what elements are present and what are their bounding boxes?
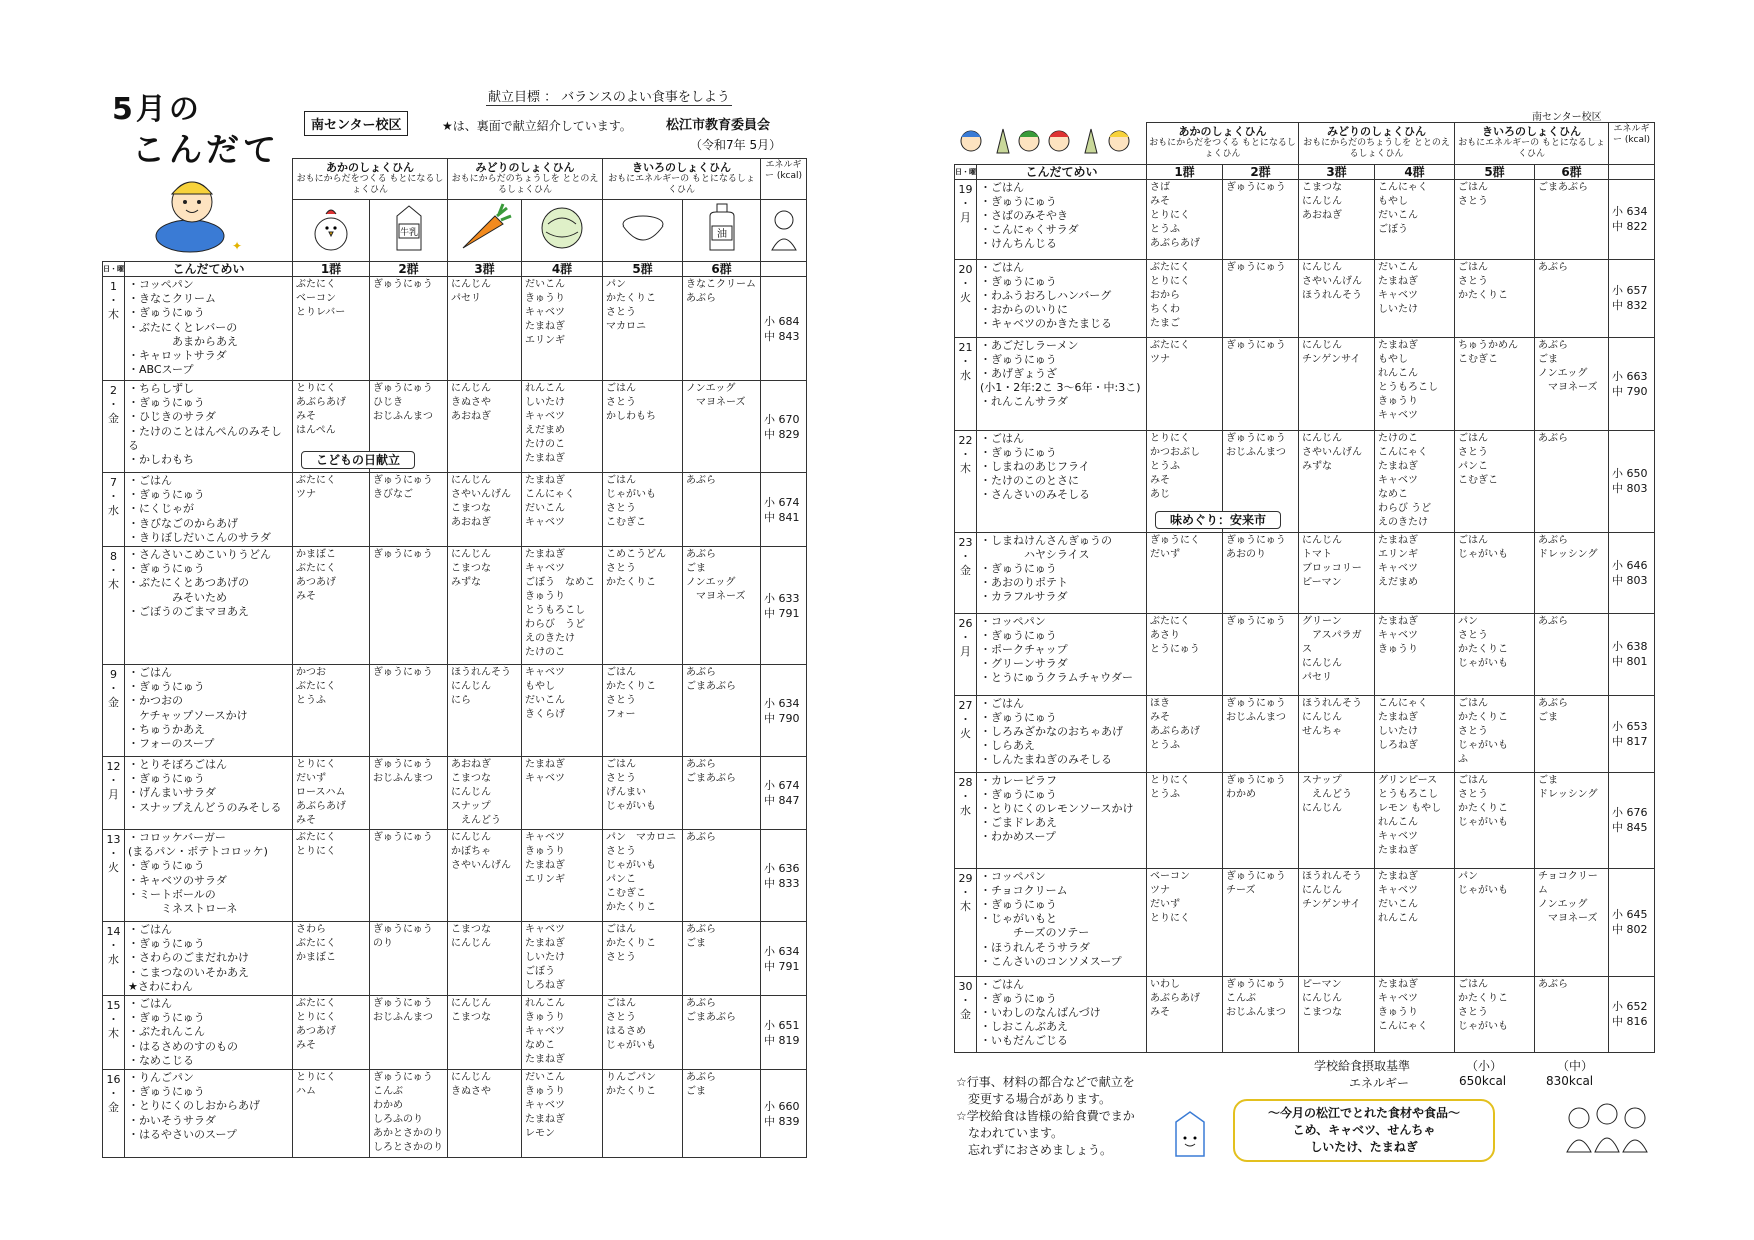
energy-header-right: エネルギー (kcal) <box>1609 123 1655 165</box>
group4-cell: れんこん きゅうり キャベツ なめこ たまねぎ <box>522 996 603 1070</box>
group2-cell: ぎゅうにゅう こんぶ おじふんまつ <box>1223 976 1299 1052</box>
menu-table-right <box>954 122 1655 1053</box>
group6-cell: チョコクリーム ノンエッグ マヨネーズ <box>1535 868 1609 976</box>
group2-cell: ぎゅうにゅう <box>370 830 448 922</box>
local-food-title: ～今月の松江でとれた食材や食品～ <box>1267 1106 1460 1120</box>
svg-text:✦: ✦ <box>232 239 243 253</box>
group6-cell: あぶら <box>683 830 761 922</box>
group1-cell: とりにく ハム <box>293 1070 370 1158</box>
menu-name-header-right: こんだてめい <box>977 164 1147 179</box>
group2-cell: ぎゅうにゅう <box>1223 259 1299 337</box>
day-cell: 9 ・ 金 <box>103 665 125 757</box>
group4-header: 4群 <box>522 262 603 277</box>
local-food-bubble <box>1233 1099 1495 1162</box>
group3-cell: にんじん こまつな みずな <box>448 547 522 665</box>
group2-cell: ぎゅうにゅう チーズ <box>1223 868 1299 976</box>
group1-cell: ぎゅうにく だいず <box>1147 532 1223 613</box>
group6-cell: あぶら ごまあぶら <box>683 665 761 757</box>
cook-icon <box>761 200 807 262</box>
red-food-header: あかのしょくひん おもにからだをつくる もとになるしょくひん <box>293 159 448 200</box>
day-row <box>955 259 1655 337</box>
group3-cell: ピーマン にんじん こまつな <box>1299 976 1375 1052</box>
group4-cell: たまねぎ エリンギ キャベツ えだまめ <box>1375 532 1455 613</box>
group6-cell: ごまあぶら <box>1535 179 1609 259</box>
group5-cell: ごはん さとう げんまい じゃがいも <box>603 757 683 830</box>
dishes-cell: ・あごだしラーメン ・ぎゅうにゅう ・あげぎょうざ (小1・2年:2こ 3～6年・中:3こ) ・れんこんサラダ <box>977 337 1147 430</box>
energy-cell: 小 634 中 822 <box>1609 179 1655 259</box>
group1-cell: いわし あぶらあげ みそ <box>1147 976 1223 1052</box>
energy-cell: 小 674 中 841 <box>761 473 807 547</box>
energy-cell: 小 657 中 832 <box>1609 259 1655 337</box>
dishes-cell: ・コッペパン ・きなこクリーム ・ぎゅうにゅう ・ぶたにくとレバーの あまからあえ ・キャロットサラダ ・ABCスープ <box>125 277 293 381</box>
group5-cell: ごはん じゃがいも <box>1455 532 1535 613</box>
group3-cell: にんじん さやいんげん こまつな あおねぎ <box>448 473 522 547</box>
day-row <box>955 772 1655 868</box>
group2-cell: ぎゅうにゅう こんぶ わかめ しろふのり あかとさかのり しろとさかのり <box>370 1070 448 1158</box>
group1-cell: ぶたにく あさり とうにゅう <box>1147 613 1223 695</box>
svg-text:牛乳: 牛乳 <box>399 228 418 238</box>
group4-cell: だいこん きゅうり キャベツ たまねぎ エリンギ <box>522 277 603 381</box>
day-row <box>103 473 807 547</box>
group5-cell: ごはん さとう かしわもち <box>603 381 683 473</box>
day-cell: 12 ・ 月 <box>103 757 125 830</box>
group3-cell: あおねぎ こまつな にんじん スナップ えんどう <box>448 757 522 830</box>
day-row <box>955 430 1655 532</box>
day-row <box>955 179 1655 259</box>
day-cell: 7 ・ 水 <box>103 473 125 547</box>
group2-cell: ぎゅうにゅう <box>370 547 448 665</box>
group3-cell: にんじん パセリ <box>448 277 522 381</box>
dishes-cell: ・コロッケバーガー (まるパン・ポテトコロッケ) ・ぎゅうにゅう ・キャベツのサラダ ・ミートボールの ミネストローネ <box>125 830 293 922</box>
group1-cell: ぶたにく ツナ <box>1147 337 1223 430</box>
group5-header-right: 5群 <box>1455 164 1535 179</box>
group1-cell: とりにく あぶらあげ みそ はんぺん こどもの日献立 <box>293 381 370 473</box>
group5-cell: ごはん かたくりこ さとう フォー <box>603 665 683 757</box>
group6-cell: あぶら <box>1535 976 1609 1052</box>
group2-cell: ぎゅうにゅう <box>370 277 448 381</box>
day-row <box>103 922 807 996</box>
group2-cell: ぎゅうにゅう わかめ <box>1223 772 1299 868</box>
group2-cell: ぎゅうにゅう おじふんまつ <box>1223 695 1299 772</box>
day-row <box>955 532 1655 613</box>
group6-header-right: 6群 <box>1535 164 1609 179</box>
group1-cell: ぶたにく とりにく <box>293 830 370 922</box>
event-tag: こどもの日献立 <box>301 451 415 469</box>
group1-cell: かつお ぶたにく とうふ <box>293 665 370 757</box>
energy-cell: 小 650 中 803 <box>1609 430 1655 532</box>
chicken-icon <box>293 200 370 262</box>
day-row <box>103 830 807 922</box>
green-food-header-right: みどりのしょくひん おもにからだのちょうしを ととのえるしょくひん <box>1299 123 1455 165</box>
group5-cell: ごはん かたくりこ さとう <box>603 922 683 996</box>
standard-mid-label: （中） <box>1557 1059 1594 1073</box>
yellow-food-header: きいろのしょくひん おもにエネルギーの もとになるしょくひん <box>603 159 761 200</box>
group6-cell: きなこクリーム あぶら <box>683 277 761 381</box>
standard-title: 学校給食摂取基準 <box>1314 1059 1411 1073</box>
group2-cell: ぎゅうにゅう <box>1223 613 1299 695</box>
group2-cell: ぎゅうにゅう ひじき おじふんまつ <box>370 381 448 473</box>
group4-cell: こんにゃく もやし だいこん ごぼう <box>1375 179 1455 259</box>
right-school-district: 南センター校区 <box>1532 112 1602 123</box>
group5-cell: ごはん かたくりこ さとう じゃがいも ふ <box>1455 695 1535 772</box>
group4-cell: キャベツ もやし だいこん きくらげ <box>522 665 603 757</box>
group2-cell: ぎゅうにゅう <box>1223 337 1299 430</box>
dishes-cell: ・ごはん ・ぎゅうにゅう ・しろみざかなのおちゃあげ ・しらあえ ・しんたまねぎのみそしる <box>977 695 1147 772</box>
title-line1: 5月の <box>112 92 202 127</box>
group6-cell: あぶら <box>1535 259 1609 337</box>
group5-cell: ごはん さとう はるさめ じゃがいも <box>603 996 683 1070</box>
dishes-cell: ・しまねけんさんぎゅうの ハヤシライス ・ぎゅうにゅう ・あおのりポテト ・カラフルサラダ <box>977 532 1147 613</box>
cabbage-icon <box>522 200 603 262</box>
energy-cell: 小 651 中 819 <box>761 996 807 1070</box>
day-row <box>103 381 807 473</box>
day-cell: 14 ・ 水 <box>103 922 125 996</box>
group4-cell: たまねぎ こんにゃく だいこん キャベツ <box>522 473 603 547</box>
group3-cell: ほうれんそう にんじん せんちゃ <box>1299 695 1375 772</box>
standard-small-label: （小） <box>1466 1059 1503 1073</box>
dishes-cell: ・ごはん ・ぎゅうにゅう ・さわらのごまだれかけ ・こまつなのいそかあえ ★さわにわん <box>125 922 293 996</box>
group5-cell: パン マカロニ さとう じゃがいも パンこ こむぎこ かたくりこ <box>603 830 683 922</box>
group4-cell: こんにゃく たまねぎ しいたけ しろねぎ <box>1375 695 1455 772</box>
group6-cell: あぶら ごま ノンエッグ マヨネーズ <box>1535 337 1609 430</box>
standard-small-value: 650kcal <box>1459 1074 1507 1088</box>
menu-goal: 献立目標 ： バランスのよい食事をしよう <box>486 86 732 106</box>
group3-cell: こまつな にんじん <box>448 922 522 996</box>
group1-cell: ベーコン ツナ だいず とりにく <box>1147 868 1223 976</box>
group4-cell: たまねぎ キャベツ <box>522 757 603 830</box>
group1-cell: ほき みそ あぶらあげ とうふ <box>1147 695 1223 772</box>
dishes-cell: ・ごはん ・ぎゅうにゅう ・にくじゃが ・きびなごのからあげ ・きりぼしだいこんのサラダ <box>125 473 293 547</box>
dishes-cell: ・りんごパン ・ぎゅうにゅう ・とりにくのしおからあげ ・かいそうサラダ ・はるやさいのスープ <box>125 1070 293 1158</box>
group2-header: 2群 <box>370 262 448 277</box>
group3-cell: にんじん チンゲンサイ <box>1299 337 1375 430</box>
group6-cell: あぶら ごま <box>683 1070 761 1158</box>
group2-cell: ぎゅうにゅう きびなご <box>370 473 448 547</box>
energy-cell: 小 674 中 847 <box>761 757 807 830</box>
group2-cell: ぎゅうにゅう <box>1223 179 1299 259</box>
energy-cell: 小 636 中 833 <box>761 830 807 922</box>
day-header: 日・曜 <box>103 262 125 277</box>
group4-cell: たまねぎ キャベツ きゅうり こんにゃく <box>1375 976 1455 1052</box>
carrot-icon <box>448 200 522 262</box>
standard-mid-value: 830kcal <box>1546 1074 1594 1088</box>
group4-cell: グリンピース とうもろこし レモン もやし れんこん キャベツ たまねぎ <box>1375 772 1455 868</box>
group2-cell: ぎゅうにゅう のり <box>370 922 448 996</box>
energy-cell: 小 638 中 801 <box>1609 613 1655 695</box>
group1-cell: とりにく だいず ロースハム あぶらあげ みそ <box>293 757 370 830</box>
day-row <box>955 976 1655 1052</box>
group6-cell: あぶら <box>1535 430 1609 532</box>
group4-cell: だいこん きゅうり キャベツ たまねぎ レモン <box>522 1070 603 1158</box>
back-note: ★は、裏面で献立紹介しています。 <box>442 119 632 133</box>
energy-cell: 小 684 中 843 <box>761 277 807 381</box>
group1-cell: とりにく かつおぶし とうふ みそ あじ 味めぐり：安来市 <box>1147 430 1223 532</box>
energy-cell: 小 663 中 790 <box>1609 337 1655 430</box>
group3-cell: にんじん こまつな <box>448 996 522 1070</box>
day-cell: 27 ・ 火 <box>955 695 977 772</box>
group6-cell: あぶら ごまあぶら <box>683 996 761 1070</box>
group5-cell: ごはん かたくりこ さとう じゃがいも <box>1455 976 1535 1052</box>
group3-header: 3群 <box>448 262 522 277</box>
energy-cell: 小 660 中 839 <box>761 1070 807 1158</box>
group1-cell: ぶたにく ツナ <box>293 473 370 547</box>
milk-carton-icon <box>370 200 448 262</box>
day-cell: 20 ・ 火 <box>955 259 977 337</box>
mascot-row <box>955 123 1147 165</box>
group3-cell: ほうれんそう にんじん チンゲンサイ <box>1299 868 1375 976</box>
energy-cell: 小 645 中 802 <box>1609 868 1655 976</box>
group2-cell: ぎゅうにゅう <box>370 665 448 757</box>
menu-name-header: こんだてめい <box>125 262 293 277</box>
day-row <box>955 695 1655 772</box>
group3-cell: にんじん トマト ブロッコリー ピーマン <box>1299 532 1375 613</box>
dishes-cell: ・コッペパン ・チョコクリーム ・ぎゅうにゅう ・じゃがいもと チーズのソテー ・ほうれんそうサラダ ・こんさいのコンソメスープ <box>977 868 1147 976</box>
group6-header: 6群 <box>683 262 761 277</box>
day-cell: 22 ・ 木 <box>955 430 977 532</box>
group2-cell: ぎゅうにゅう おじふんまつ <box>370 757 448 830</box>
dishes-cell: ・ごはん ・ぎゅうにゅう ・わふうおろしハンバーグ ・おからのいりに ・キャベツのかきたまじる <box>977 259 1147 337</box>
group3-cell: スナップ えんどう にんじん <box>1299 772 1375 868</box>
committee-name: 松江市教育委員会 <box>666 118 771 133</box>
right-page <box>877 0 1754 1240</box>
group5-header: 5群 <box>603 262 683 277</box>
local-food-line2: しいたけ、たまねぎ <box>1310 1140 1418 1154</box>
day-cell: 26 ・ 月 <box>955 613 977 695</box>
group6-cell: あぶら ごま ノンエッグ マヨネーズ <box>683 547 761 665</box>
group5-cell: パン かたくりこ さとう マカロニ <box>603 277 683 381</box>
group4-header-right: 4群 <box>1375 164 1455 179</box>
day-row <box>103 996 807 1070</box>
group3-cell: ほうれんそう にんじん にら <box>448 665 522 757</box>
standard-energy-label: エネルギー <box>1349 1076 1410 1090</box>
group5-cell: ごはん じゃがいも さとう こむぎこ <box>603 473 683 547</box>
day-cell: 13 ・ 火 <box>103 830 125 922</box>
day-header-right: 日・曜 <box>955 164 977 179</box>
energy-cell: 小 670 中 829 <box>761 381 807 473</box>
energy-cell: 小 652 中 816 <box>1609 976 1655 1052</box>
group5-cell: ごはん さとう パンこ こむぎこ <box>1455 430 1535 532</box>
group1-cell: とりにく とうふ <box>1147 772 1223 868</box>
group3-cell: にんじん きぬさや <box>448 1070 522 1158</box>
group4-cell: たまねぎ キャベツ ごぼう なめこ きゅうり とうもろこし わらび うど えのきたけ たけのこ <box>522 547 603 665</box>
day-row <box>103 277 807 381</box>
energy-cell: 小 646 中 803 <box>1609 532 1655 613</box>
group6-cell: ノンエッグ マヨネーズ <box>683 381 761 473</box>
green-food-header: みどりのしょくひん おもにからだのちょうしを ととのえるしょくひん <box>448 159 603 200</box>
group4-cell: キャベツ たまねぎ しいたけ ごぼう しろねぎ <box>522 922 603 996</box>
dishes-cell: ・カレーピラフ ・ぎゅうにゅう ・とりにくのレモンソースかけ ・ごまドレあえ ・わかめスープ <box>977 772 1147 868</box>
group6-cell: あぶら ごま <box>683 922 761 996</box>
day-cell: 19 ・ 月 <box>955 179 977 259</box>
group3-cell: にんじん さやいんげん みずな <box>1299 430 1375 532</box>
day-cell: 21 ・ 水 <box>955 337 977 430</box>
energy-cell: 小 676 中 845 <box>1609 772 1655 868</box>
group1-cell: かまぼこ ぶたにく あつあげ みそ <box>293 547 370 665</box>
group2-cell: ぎゅうにゅう あおのり <box>1223 532 1299 613</box>
group2-cell: ぎゅうにゅう おじふんまつ <box>370 996 448 1070</box>
dishes-cell: ・ごはん ・ぎゅうにゅう ・しまねのあじフライ ・たけのこのとさに ・さんさいのみそしる <box>977 430 1147 532</box>
group4-cell: たまねぎ キャベツ きゅうり <box>1375 613 1455 695</box>
day-row <box>103 665 807 757</box>
group5-cell: ごはん さとう かたくりこ <box>1455 259 1535 337</box>
dishes-cell: ・ごはん ・ぎゅうにゅう ・かつおの ケチャップソースかけ ・ちゅうかあえ ・フォーのスープ <box>125 665 293 757</box>
rice-bowl-icon <box>603 200 683 262</box>
group3-cell: にんじん かぼちゃ さやいんげん <box>448 830 522 922</box>
group5-cell: ごはん さとう かたくりこ じゃがいも <box>1455 772 1535 868</box>
energy-header: エネルギー (kcal) <box>761 159 807 200</box>
event-tag: 味めぐり：安来市 <box>1155 511 1281 529</box>
group5-cell: パン さとう かたくりこ じゃがいも <box>1455 613 1535 695</box>
day-row <box>955 337 1655 430</box>
group4-cell: だいこん たまねぎ キャベツ しいたけ <box>1375 259 1455 337</box>
title-line2: こんだて <box>132 130 280 169</box>
yellow-food-header-right: きいろのしょくひん おもにエネルギーの もとになるしょくひん <box>1455 123 1609 165</box>
group1-cell: さば みそ とりにく とうふ あぶらあげ <box>1147 179 1223 259</box>
dishes-cell: ・さんさいこめこいりうどん ・ぎゅうにゅう ・ぶたにくとあつあげの みそいため ・ごぼうのごまマヨあえ <box>125 547 293 665</box>
group6-cell: あぶら <box>683 473 761 547</box>
children-illustration <box>1557 1094 1657 1158</box>
group4-cell: たまねぎ キャベツ だいこん れんこん <box>1375 868 1455 976</box>
group6-cell: あぶら <box>1535 613 1609 695</box>
oil-bottle-icon <box>683 200 761 262</box>
group6-cell: あぶら ドレッシング <box>1535 532 1609 613</box>
era-date: （令和7年 5月） <box>690 138 782 152</box>
group3-cell: こまつな にんじん あおねぎ <box>1299 179 1375 259</box>
group4-cell: たまねぎ もやし れんこん とうもろこし きゅうり キャベツ <box>1375 337 1455 430</box>
red-food-header-right: あかのしょくひん おもにからだをつくる もとになるしょくひん <box>1147 123 1299 165</box>
mascot-strip-icon <box>957 125 1145 157</box>
day-cell: 15 ・ 木 <box>103 996 125 1070</box>
group1-cell: ぶたにく とりにく おから ちくわ たまご <box>1147 259 1223 337</box>
day-cell: 29 ・ 木 <box>955 868 977 976</box>
day-cell: 28 ・ 水 <box>955 772 977 868</box>
group4-cell: キャベツ きゅうり たまねぎ エリンギ <box>522 830 603 922</box>
group3-cell: にんじん きぬさや あおねぎ <box>448 381 522 473</box>
group1-cell: ぶたにく とりにく あつあげ みそ <box>293 996 370 1070</box>
dishes-cell: ・ちらしずし ・ぎゅうにゅう ・ひじきのサラダ ・たけのことはんぺんのみそしる ・かしわもち <box>125 381 293 473</box>
svg-text:油: 油 <box>716 229 727 240</box>
day-cell: 8 ・ 木 <box>103 547 125 665</box>
group2-header-right: 2群 <box>1223 164 1299 179</box>
group3-cell: グリーン アスパラガス にんじん パセリ <box>1299 613 1375 695</box>
group4-cell: たけのこ こんにゃく たまねぎ キャベツ なめこ わらび うど えのきたけ <box>1375 430 1455 532</box>
day-cell: 23 ・ 金 <box>955 532 977 613</box>
dishes-cell: ・ごはん ・ぎゅうにゅう ・さばのみそやき ・こんにゃくサラダ ・けんちんじる <box>977 179 1147 259</box>
energy-cell: 小 634 中 790 <box>761 665 807 757</box>
dishes-cell: ・ごはん ・ぎゅうにゅう ・いわしのなんばんづけ ・しおこんぶあえ ・いもだんごじる <box>977 976 1147 1052</box>
group5-cell: ちゅうかめん こむぎこ <box>1455 337 1535 430</box>
group5-cell: りんごパン かたくりこ <box>603 1070 683 1158</box>
day-cell: 30 ・ 金 <box>955 976 977 1052</box>
group1-cell: さわら ぶたにく かまぼこ <box>293 922 370 996</box>
group5-cell: ごはん さとう <box>1455 179 1535 259</box>
group1-cell: ぶたにく ベーコン とりレバー <box>293 277 370 381</box>
local-food-line1: こめ、キャベツ、せんちゃ <box>1292 1123 1436 1137</box>
menu-table-left <box>102 158 807 1158</box>
group6-cell: あぶら ごまあぶら <box>683 757 761 830</box>
day-row <box>103 547 807 665</box>
group4-cell: れんこん しいたけ キャベツ えだまめ たけのこ たまねぎ <box>522 381 603 473</box>
day-row <box>955 868 1655 976</box>
group5-cell: こめこうどん さとう かたくりこ <box>603 547 683 665</box>
energy-cell: 小 633 中 791 <box>761 547 807 665</box>
group2-cell: ぎゅうにゅう おじふんまつ <box>1223 430 1299 532</box>
day-cell: 16 ・ 金 <box>103 1070 125 1158</box>
group1-header: 1群 <box>293 262 370 277</box>
group3-header-right: 3群 <box>1299 164 1375 179</box>
energy-cell: 小 634 中 791 <box>761 922 807 996</box>
group6-cell: ごま ドレッシング <box>1535 772 1609 868</box>
school-district: 南センター校区 <box>304 111 408 136</box>
day-row <box>955 613 1655 695</box>
day-row <box>103 757 807 830</box>
footnotes: ☆行事、材料の都合などで献立を 変更する場合があります。 ☆学校給食は皆様の給食費でまか なわれています。 忘れずにおさめましょう。 <box>956 1075 1135 1157</box>
day-cell: 2 ・ 金 <box>103 381 125 473</box>
group5-cell: パン じゃがいも <box>1455 868 1535 976</box>
dishes-cell: ・ごはん ・ぎゅうにゅう ・ぶたれんこん ・はるさめのすのもの ・なめこじる <box>125 996 293 1070</box>
day-cell: 1 ・ 木 <box>103 277 125 381</box>
group6-cell: あぶら ごま <box>1535 695 1609 772</box>
dishes-cell: ・コッペパン ・ぎゅうにゅう ・ポークチャップ ・グリーンサラダ ・とうにゅうクラムチャウダー <box>977 613 1147 695</box>
energy-cell: 小 653 中 817 <box>1609 695 1655 772</box>
group1-header-right: 1群 <box>1147 164 1223 179</box>
day-row <box>103 1070 807 1158</box>
dishes-cell: ・とりそぼろごはん ・ぎゅうにゅう ・げんまいサラダ ・スナップえんどうのみそしる <box>125 757 293 830</box>
group3-cell: にんじん さやいんげん ほうれんそう <box>1299 259 1375 337</box>
milk-carton-mascot-icon <box>1170 1108 1210 1160</box>
